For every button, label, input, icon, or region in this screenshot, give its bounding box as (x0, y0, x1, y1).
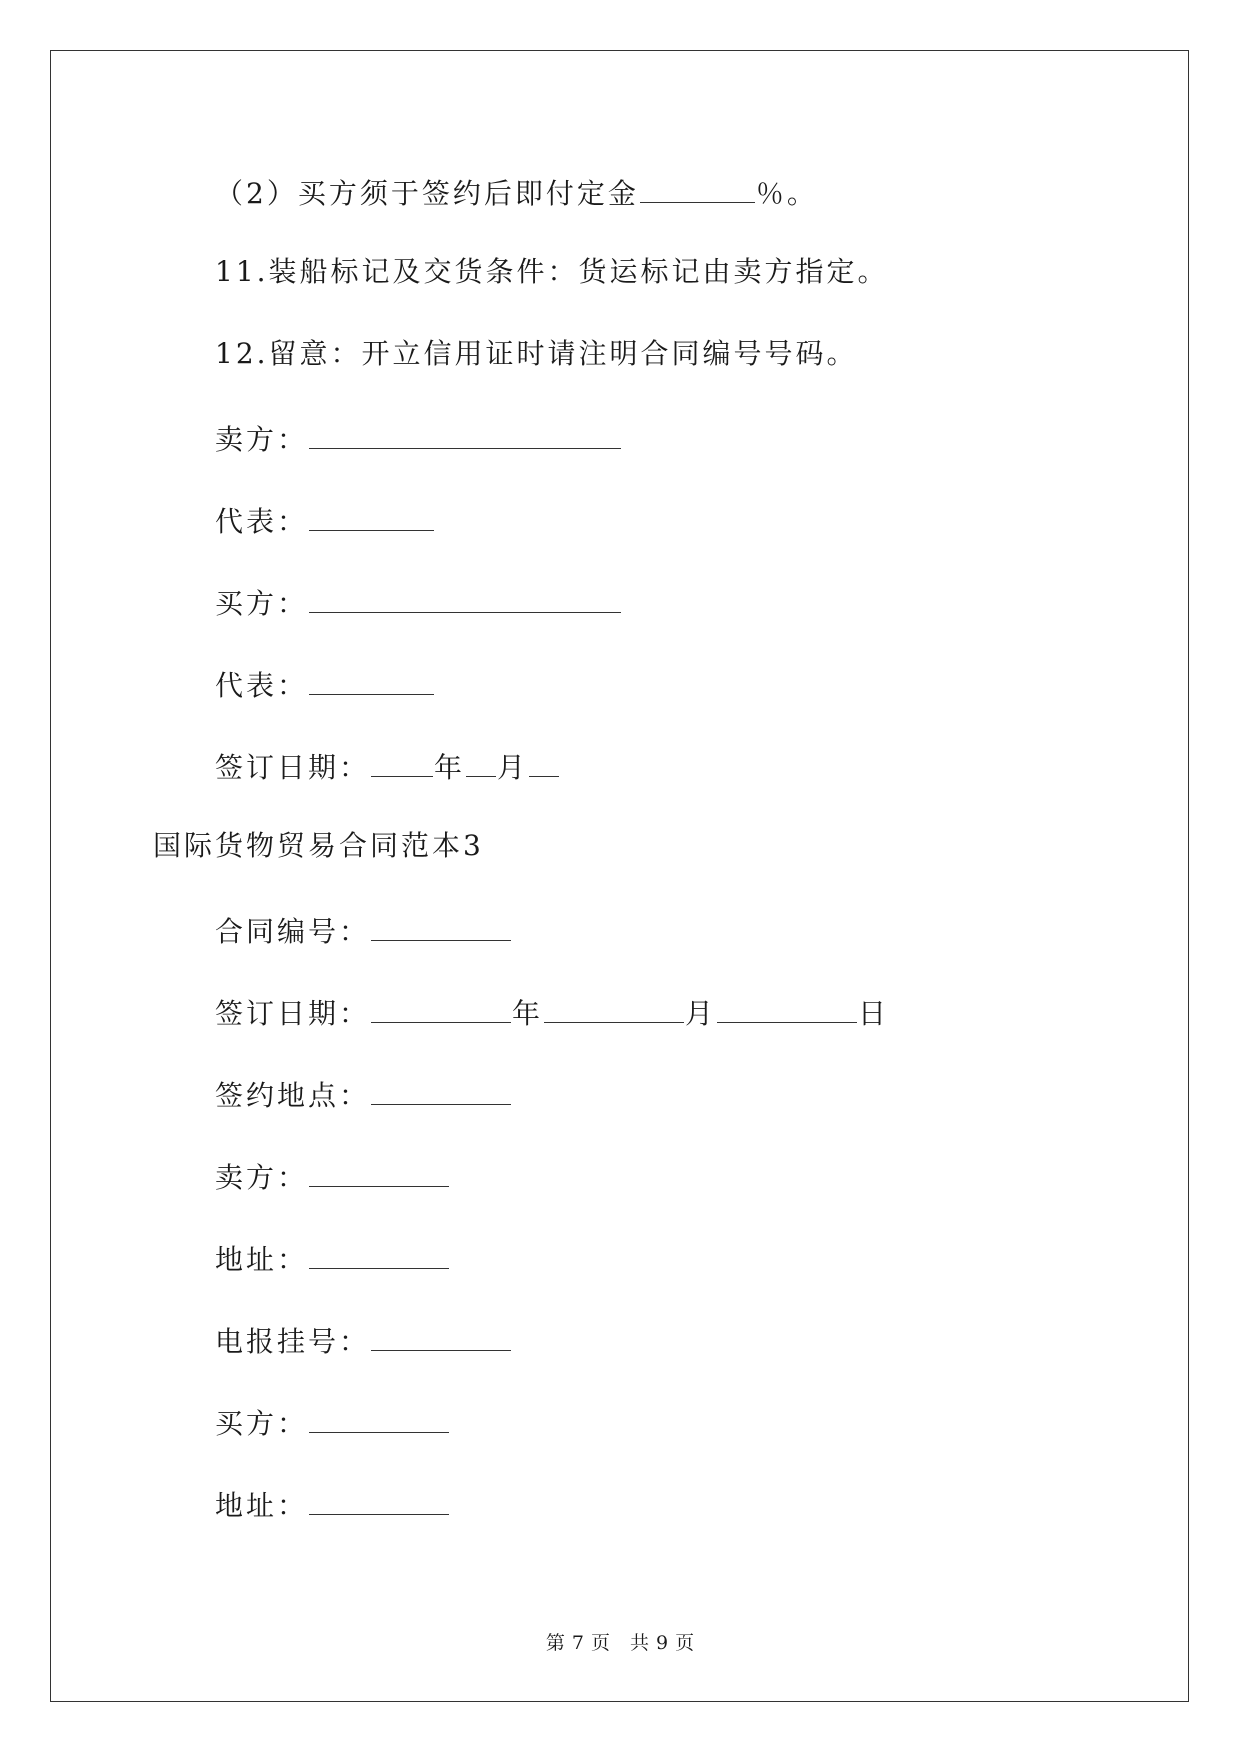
full-month-label: 月 (685, 997, 717, 1030)
buyer-address-label: 地址： (215, 1489, 309, 1522)
signing-date-field (215, 750, 560, 782)
full-month-blank[interactable] (544, 996, 684, 1023)
signing-day-blank[interactable] (529, 750, 559, 777)
deposit-clause (215, 176, 818, 208)
seller-label: 卖方： (215, 423, 309, 456)
total-prefix: 共 (630, 1632, 651, 1654)
section-heading: 国际货物贸易合同范本3 (153, 829, 484, 862)
total-indicator (627, 1632, 698, 1654)
page-suffix: 页 (590, 1632, 611, 1654)
seller-address-label: 地址： (215, 1243, 309, 1276)
deposit-percent-blank[interactable] (640, 176, 755, 203)
buyer-representative-label: 代表： (215, 669, 309, 702)
total-suffix: 页 (675, 1632, 696, 1654)
seller-representative-blank[interactable] (309, 504, 434, 531)
contract-number-label: 合同编号： (215, 915, 371, 948)
page-prefix: 第 (545, 1632, 566, 1654)
signing-date-full-field (215, 996, 889, 1028)
signing-place-field (215, 1078, 512, 1110)
buyer-label: 买方： (215, 587, 309, 620)
signing-date-label: 签订日期： (215, 751, 371, 784)
full-year-label: 年 (512, 997, 544, 1030)
deposit-clause-text: （2）买方须于签约后即付定金 (215, 177, 639, 210)
buyer-field (215, 586, 622, 618)
seller-representative-label: 代表： (215, 505, 309, 538)
page-total: 9 (656, 1632, 670, 1654)
seller-field (215, 422, 622, 454)
full-year-blank[interactable] (371, 996, 511, 1023)
month-label: 月 (497, 751, 529, 784)
contract-number-blank[interactable] (371, 914, 511, 941)
seller-address-blank[interactable] (309, 1242, 449, 1269)
year-label: 年 (434, 751, 466, 784)
buyer-address-field (215, 1488, 450, 1520)
signing-year-blank[interactable] (371, 750, 433, 777)
buyer-field-2 (215, 1406, 450, 1438)
seller-label-2: 卖方： (215, 1161, 309, 1194)
full-day-blank[interactable] (717, 996, 857, 1023)
contract-number-field (215, 914, 512, 946)
telegraph-blank[interactable] (371, 1324, 511, 1351)
telegraph-label: 电报挂号： (215, 1325, 371, 1358)
full-day-label: 日 (858, 997, 890, 1030)
telegraph-field (215, 1324, 512, 1356)
buyer-label-2: 买方： (215, 1407, 309, 1440)
buyer-representative-field (215, 668, 435, 700)
page-footer (0, 1628, 1241, 1655)
signing-month-blank[interactable] (466, 750, 496, 777)
shipping-marks-clause: 11.装船标记及交货条件：货运标记由卖方指定。 (215, 255, 889, 288)
buyer-representative-blank[interactable] (309, 668, 434, 695)
page-border (50, 50, 1189, 1702)
buyer-blank-2[interactable] (309, 1406, 449, 1433)
buyer-blank[interactable] (309, 586, 621, 613)
seller-representative-field (215, 504, 435, 536)
deposit-clause-suffix: ％。 (755, 177, 818, 210)
signing-place-label: 签约地点： (215, 1079, 371, 1112)
page-current: 7 (571, 1632, 585, 1654)
seller-blank-2[interactable] (309, 1160, 449, 1187)
page-indicator (543, 1632, 614, 1654)
seller-field-2 (215, 1160, 450, 1192)
buyer-address-blank[interactable] (309, 1488, 449, 1515)
signing-place-blank[interactable] (371, 1078, 511, 1105)
signing-date-full-label: 签订日期： (215, 997, 371, 1030)
seller-address-field (215, 1242, 450, 1274)
seller-blank[interactable] (309, 422, 621, 449)
lc-notice-clause: 12.留意：开立信用证时请注明合同编号号码。 (215, 337, 858, 370)
